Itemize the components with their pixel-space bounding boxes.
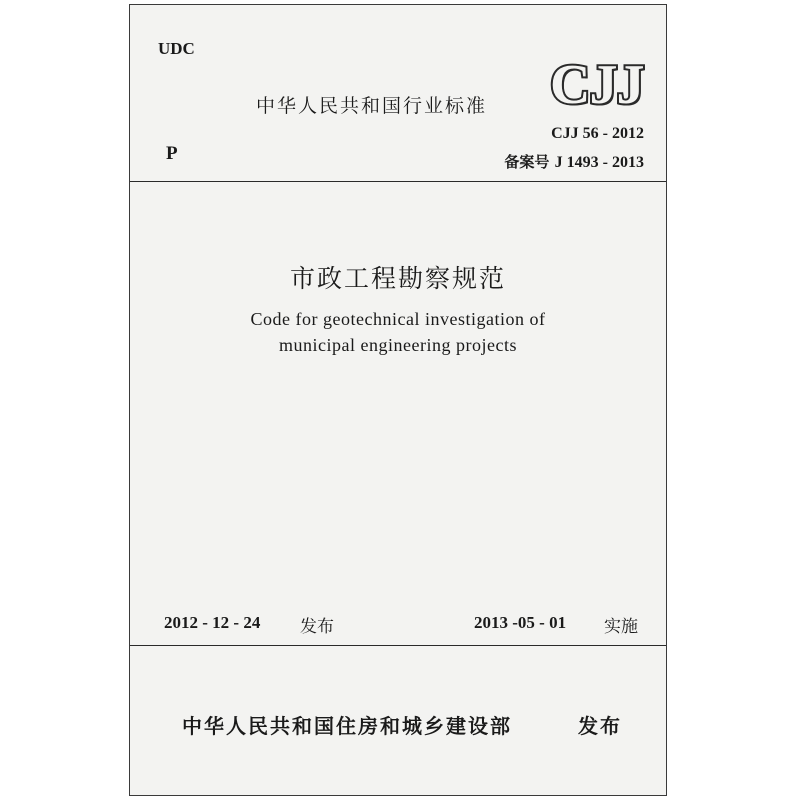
implement-date: 2013 -05 - 01 bbox=[474, 613, 567, 632]
ministry-issue-verb: 发布 bbox=[578, 714, 622, 738]
ministry-name: 中华人民共和国住房和城乡建设部 bbox=[182, 714, 512, 738]
top-divider bbox=[130, 181, 666, 182]
cjj-logo bbox=[550, 54, 650, 116]
record-label: 备案号 bbox=[504, 153, 550, 171]
classification-label: P bbox=[166, 143, 178, 164]
title-chinese: 市政工程勘察规范 bbox=[289, 264, 506, 293]
title-english-line-1: Code for geotechnical investigation of bbox=[250, 309, 546, 329]
cjj-logo-text: CJJ bbox=[550, 54, 644, 116]
publish-verb: 发布 bbox=[300, 617, 334, 637]
udc-label: UDC bbox=[158, 39, 195, 58]
industry-standard-label: 中华人民共和国行业标准 bbox=[256, 95, 488, 117]
title-english-line-2: municipal engineering projects bbox=[279, 335, 517, 355]
record-number-line bbox=[504, 151, 644, 172]
record-number: J 1493 - 2013 bbox=[554, 154, 644, 171]
standard-number: CJJ 56 - 2012 bbox=[551, 125, 644, 142]
book-cover bbox=[129, 4, 667, 796]
publish-date: 2012 - 12 - 24 bbox=[164, 613, 261, 632]
bottom-divider bbox=[130, 645, 666, 646]
implement-verb: 实施 bbox=[604, 617, 638, 637]
